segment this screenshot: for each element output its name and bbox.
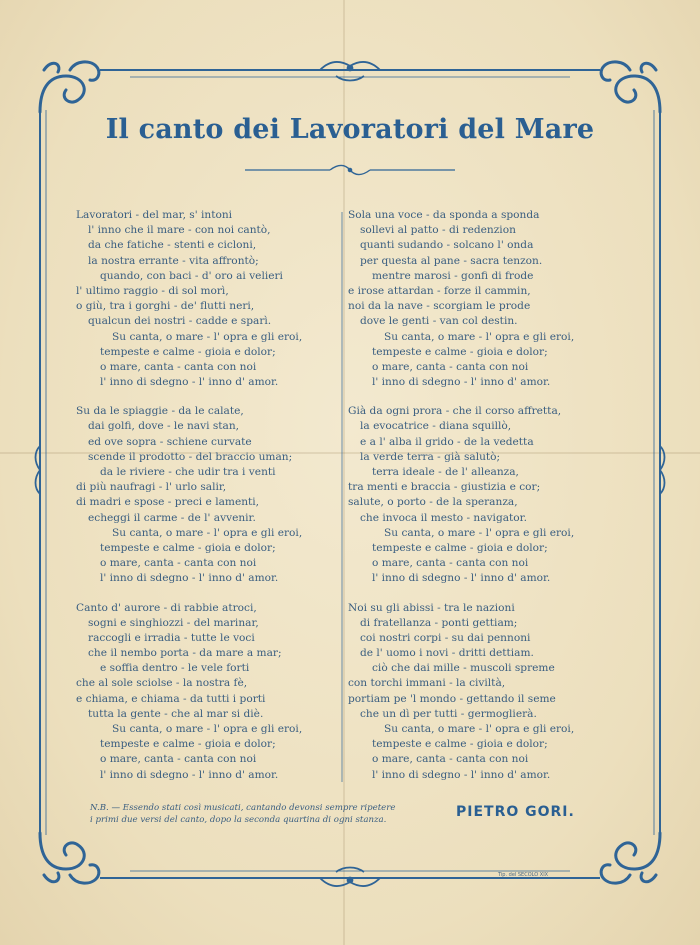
verse-line: Canto d' aurore - di rabbie atroci,: [76, 601, 257, 614]
corner-scroll-bottom-left: [40, 833, 99, 883]
verse-line: e chiama, e chiama - da tutti i porti: [76, 692, 266, 705]
refrain-line: l' inno di sdegno - l' inno d' amor.: [372, 768, 551, 781]
refrain-line: o mare, canta - canta con noi: [100, 360, 257, 373]
refrain-line: Su canta, o mare - l' opra e gli eroi,: [384, 330, 575, 343]
stanza: [348, 601, 623, 783]
author-signature: PIETRO GORI.: [456, 804, 575, 820]
verse-line: sollevi al patto - di redenzion: [360, 224, 516, 237]
refrain-line: Su canta, o mare - l' opra e gli eroi,: [384, 723, 575, 735]
verse-line: che un dì per tutti - germoglierà.: [360, 707, 537, 720]
verse-line: terra ideale - de l' alleanza,: [372, 466, 519, 478]
verse-line: la verde terra - già salutò;: [360, 450, 501, 463]
stanza: [348, 208, 623, 390]
verse-line: portiam pe 'l mondo - gettando il seme: [348, 692, 556, 705]
refrain-line: Su canta, o mare - l' opra e gli eroi,: [112, 330, 303, 343]
verse-line: l' inno che il mare - con noi cantò,: [88, 224, 271, 237]
bottom-center-ornament: [320, 868, 380, 887]
verse-line: e irose attardan - forze il cammin,: [348, 284, 531, 297]
refrain-line: o mare, canta - canta con noi: [100, 753, 257, 766]
refrain-line: tempeste e calme - gioia e dolor;: [372, 345, 548, 358]
title-divider: [245, 166, 455, 175]
refrain-line: l' inno di sdegno - l' inno d' amor.: [100, 572, 279, 585]
refrain-line: tempeste e calme - gioia e dolor;: [100, 738, 276, 751]
verse-line: quanti sudando - solcano l' onda: [360, 239, 534, 252]
verse-line: qualcun dei nostri - cadde e sparì.: [88, 315, 272, 328]
verse-line: de l' uomo i novi - dritti dettiam.: [360, 647, 534, 660]
footnote-text: — Essendo stati così musicati, cantando devonsi sempre ripetere i primi due versi del canto, dopo la seconda quartina di ogni stanza.: [90, 803, 396, 826]
verse-line: dai golfi, dove - le navi stan,: [88, 420, 240, 433]
verse-line: per questa al pane - sacra tenzon.: [360, 254, 543, 267]
corner-scroll-top-right: [601, 62, 660, 112]
printer-credit: Tip. del SECOLO XIX: [498, 872, 549, 878]
verse-line: che invoca il mesto - navigator.: [360, 511, 527, 524]
verse-line: che il nembo porta - da mare a mar;: [88, 647, 282, 660]
verse-line: Lavoratori - del mar, s' intoni: [76, 209, 233, 221]
refrain-line: o mare, canta - canta con noi: [372, 753, 529, 766]
verse-line: di madri e spose - preci e lamenti,: [76, 496, 260, 509]
top-center-ornament: [320, 62, 380, 81]
verse-line: da che fatiche - stenti e cicloni,: [88, 239, 257, 252]
verse-line: l' ultimo raggio - di sol morì,: [76, 284, 229, 297]
verse-line: echeggi il carme - de l' avvenir.: [88, 511, 256, 524]
refrain-line: l' inno di sdegno - l' inno d' amor.: [372, 376, 551, 389]
refrain-line: Su canta, o mare - l' opra e gli eroi,: [384, 526, 575, 539]
verse-line: Noi su gli abissi - tra le nazioni: [348, 601, 515, 614]
refrain-line: o mare, canta - canta con noi: [372, 557, 529, 570]
refrain-line: o mare, canta - canta con noi: [100, 557, 257, 570]
verse-line: tutta la gente - che al mar si diè.: [88, 707, 264, 720]
verse-line: o giù, tra i gorghi - de' flutti neri,: [76, 300, 255, 313]
verse-line: con torchi immani - la civiltà,: [348, 677, 506, 690]
page-title: Il canto dei Lavoratori del Mare: [105, 114, 595, 145]
verse-line: salute, o porto - de la speranza,: [348, 496, 518, 509]
corner-scroll-top-left: [40, 62, 99, 112]
left-column: [76, 208, 351, 797]
verse-line: sogni e singhiozzi - del marinar,: [88, 616, 259, 629]
right-column: [348, 208, 623, 797]
refrain-line: l' inno di sdegno - l' inno d' amor.: [100, 768, 279, 781]
verse-line: e a l' alba il grido - de la vedetta: [360, 435, 534, 448]
refrain-line: o mare, canta - canta con noi: [372, 360, 529, 373]
verse-line: di fratellanza - ponti gettiam;: [360, 616, 518, 629]
refrain-line: Su canta, o mare - l' opra e gli eroi,: [112, 526, 303, 539]
refrain-line: tempeste e calme - gioia e dolor;: [100, 541, 276, 554]
verse-line: la evocatrice - diana squillò,: [360, 420, 512, 433]
verse-line: la nostra errante - vita affrontò;: [88, 254, 259, 267]
verse-line: e soffia dentro - le vele forti: [100, 662, 250, 675]
stanza: [76, 601, 351, 783]
verse-line: che al sole sciolse - la nostra fè,: [76, 677, 248, 690]
verse-line: ed ove sopra - schiene curvate: [88, 435, 252, 448]
refrain-line: tempeste e calme - gioia e dolor;: [100, 345, 276, 358]
refrain-line: Su canta, o mare - l' opra e gli eroi,: [112, 723, 303, 735]
verse-line: quando, con baci - d' oro ai velieri: [100, 269, 283, 282]
verse-line: noi da la nave - scorgiam le prode: [348, 300, 531, 313]
corner-scroll-bottom-right: [601, 833, 660, 883]
refrain-line: tempeste e calme - gioia e dolor;: [372, 738, 548, 751]
footnote-label: N.B.: [90, 803, 109, 813]
verse-line: mentre marosi - gonfi di frode: [372, 269, 534, 282]
verse-line: raccogli e irradia - tutte le voci: [88, 631, 255, 644]
verse-line: ciò che dai mille - muscoli spreme: [372, 662, 555, 675]
verse-line: Sola una voce - da sponda a sponda: [348, 209, 540, 221]
verse-line: di più naufragi - l' urlo salir,: [76, 481, 227, 494]
verse-line: tra menti e braccia - giustizia e cor;: [348, 481, 541, 494]
stanza: [76, 208, 351, 390]
footnote: [90, 802, 400, 827]
verse-line: scende il prodotto - del braccio uman;: [88, 450, 293, 463]
stanza: [348, 404, 623, 586]
verse-line: dove le genti - van col destin.: [360, 315, 518, 328]
refrain-line: l' inno di sdegno - l' inno d' amor.: [100, 376, 279, 389]
verse-line: da le riviere - che udir tra i venti: [100, 466, 276, 478]
refrain-line: l' inno di sdegno - l' inno d' amor.: [372, 572, 551, 585]
verse-line: Su da le spiaggie - da le calate,: [76, 405, 244, 418]
refrain-line: tempeste e calme - gioia e dolor;: [372, 541, 548, 554]
verse-line: Già da ogni prora - che il corso affretta,: [348, 405, 562, 418]
verse-line: coi nostri corpi - su dai pennoni: [360, 631, 531, 644]
stanza: [76, 404, 351, 586]
